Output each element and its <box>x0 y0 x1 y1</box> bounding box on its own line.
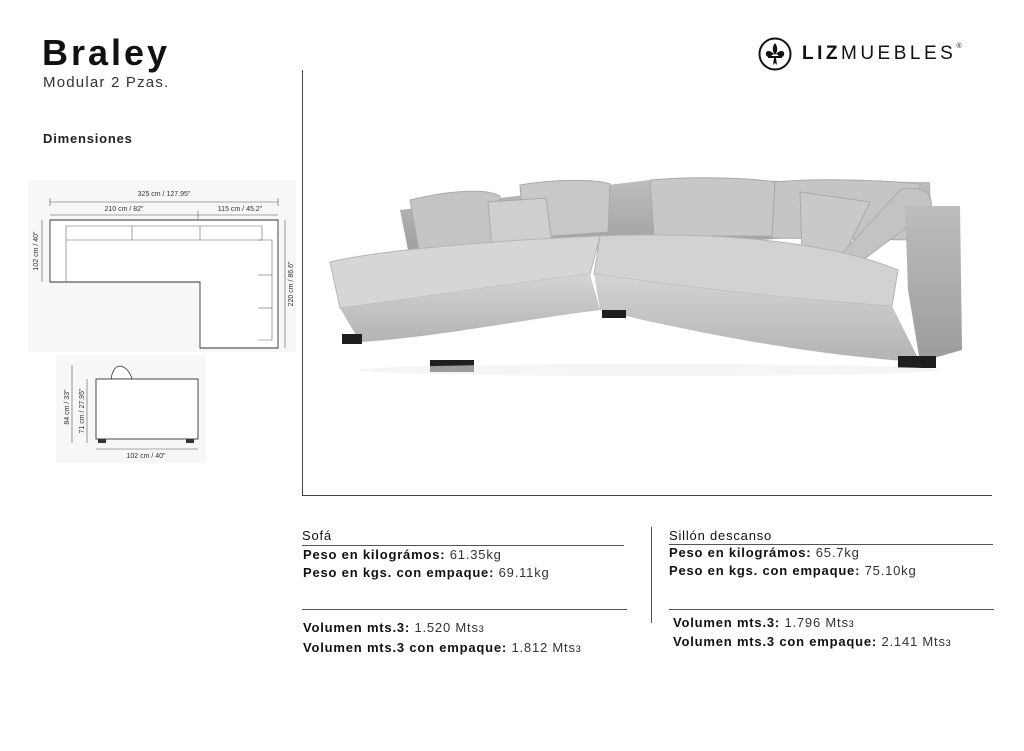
sofa-leg <box>602 310 626 318</box>
sofa-depth-label: 102 cm / 40" <box>33 231 40 271</box>
sofa-width-label: 210 cm / 82" <box>104 206 144 213</box>
chaise-weight-value: 65.7kg <box>815 545 860 560</box>
sofa-leg <box>342 334 362 344</box>
sofa-weight-value: 61.35kg <box>449 547 502 562</box>
sofa-volume-label: Volumen mts.3 <box>303 620 405 635</box>
sofa-packed-volume-label: Volumen mts.3 con empaque <box>303 640 502 655</box>
frame-vertical-line <box>302 70 303 496</box>
side-view-diagram <box>56 355 206 463</box>
sofa-volume-value: 1.520 Mts <box>414 620 479 635</box>
overall-width-label: 325 cm / 127.95" <box>137 191 191 198</box>
sofa-leg <box>898 356 936 368</box>
sofa-section-title: Sofá <box>302 528 332 543</box>
chaise-volume-unit-sub: 3 <box>848 619 855 629</box>
product-title: Braley <box>42 32 171 73</box>
chaise-depth-label: 220 cm / 86.6" <box>288 261 295 307</box>
sofa-weight-row: Peso en kilográmos: 61.35kg <box>303 547 502 562</box>
sofa-weight-label: Peso en kilográmos <box>303 547 441 562</box>
side-depth-label: 102 cm / 40" <box>126 453 166 460</box>
sofa-packed-volume-unit-sub: 3 <box>575 644 582 654</box>
sofa-packed-weight-value: 69.11kg <box>498 565 550 580</box>
chaise-packed-volume-value: 2.141 Mts <box>881 634 946 649</box>
chaise-packed-volume-row: Volumen mts.3 con empaque: 2.141 Mts3 <box>673 634 952 649</box>
sofa-volume-row: Volumen mts.3: 1.520 Mts3 <box>303 620 485 635</box>
chaise-volume-rule <box>669 609 994 610</box>
fleur-de-lis-icon <box>758 37 792 71</box>
chaise-packed-volume-label: Volumen mts.3 con empaque <box>673 634 872 649</box>
frame-horizontal-line <box>302 495 992 496</box>
column-separator <box>651 527 652 623</box>
dimensions-heading: Dimensiones <box>43 131 133 146</box>
brand-logo <box>758 36 961 72</box>
chaise-volume-label: Volumen mts.3 <box>673 615 775 630</box>
total-height-label: 84 cm / 33" <box>64 389 71 425</box>
sofa-packed-volume-value: 1.812 Mts <box>511 640 576 655</box>
brand-name <box>802 43 961 65</box>
chaise-weight-row: Peso en kilográmos: 65.7kg <box>669 545 860 560</box>
chaise-packed-weight-row: Peso en kgs. con empaque: 75.10kg <box>669 563 917 578</box>
chaise-packed-weight-label: Peso en kgs. con empaque <box>669 563 856 578</box>
sofa-title-rule <box>302 545 624 546</box>
product-subtitle: Modular 2 Pzas. <box>43 74 170 91</box>
chaise-packed-weight-value: 75.10kg <box>864 563 917 578</box>
chaise-weight-label: Peso en kilográmos <box>669 545 807 560</box>
chaise-volume-row: Volumen mts.3: 1.796 Mts3 <box>673 615 855 630</box>
sofa-product-image <box>320 170 970 380</box>
chaise-volume-value: 1.796 Mts <box>784 615 849 630</box>
seat-height-label: 71 cm / 27.95" <box>79 388 86 434</box>
sofa-packed-weight-label: Peso en kgs. con empaque <box>303 565 490 580</box>
brand-name-bold: LIZ <box>802 43 841 64</box>
chaise-width-label: 115 cm / 45.2" <box>217 206 263 213</box>
top-view-diagram <box>28 180 296 352</box>
chaise-packed-volume-unit-sub: 3 <box>945 638 952 648</box>
registered-mark: ® <box>956 43 962 50</box>
sofa-packed-weight-row: Peso en kgs. con empaque: 69.11kg <box>303 565 550 580</box>
chaise-section-title: Sillón descanso <box>669 528 773 543</box>
sofa-volume-unit-sub: 3 <box>478 624 485 634</box>
brand-name-regular: MUEBLES <box>841 43 957 64</box>
sofa-volume-rule <box>302 609 627 610</box>
sofa-packed-volume-row: Volumen mts.3 con empaque: 1.812 Mts3 <box>303 640 582 655</box>
